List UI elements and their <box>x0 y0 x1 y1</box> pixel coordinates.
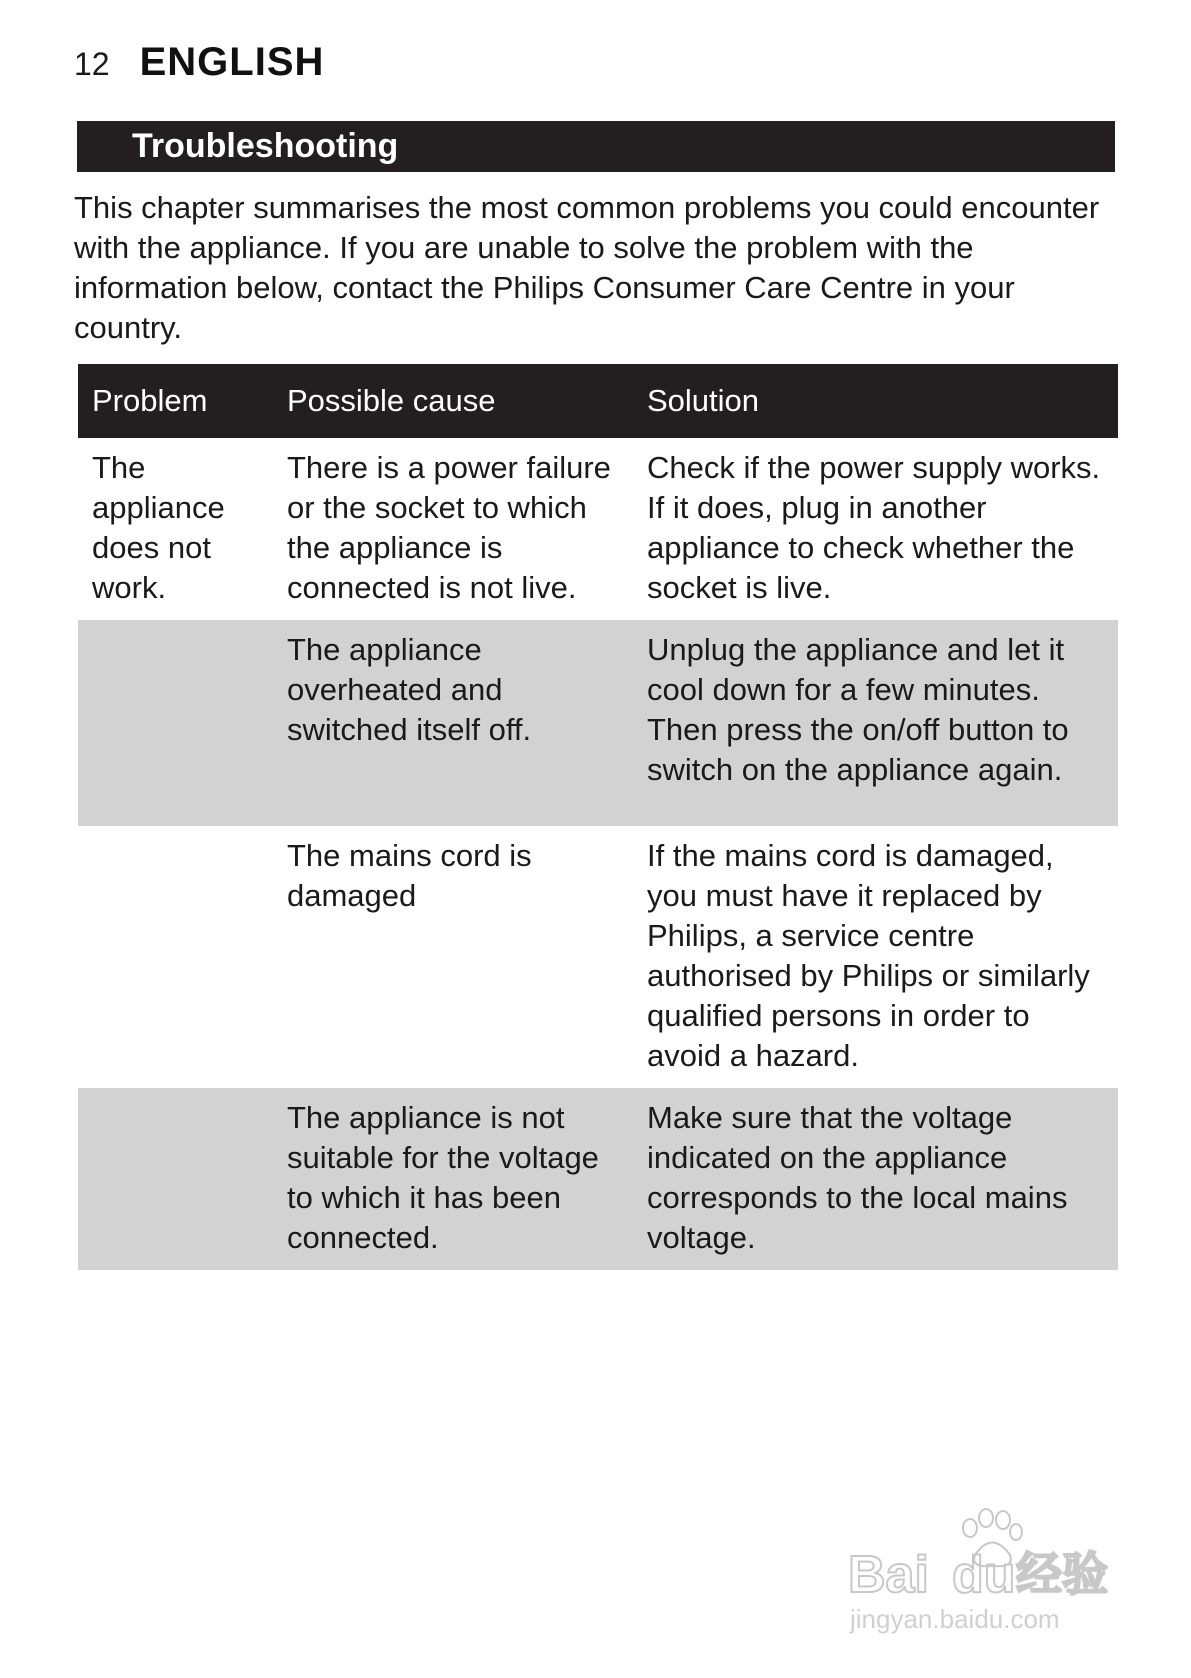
header-solution: Solution <box>633 364 1118 438</box>
page-header <box>74 40 324 85</box>
solution-cell: Make sure that the voltage indicated on the appliance corresponds to the local mains voltage. <box>633 1088 1118 1270</box>
watermark-cn: 经验 <box>1016 1547 1108 1601</box>
cause-cell: The appliance is not suitable for the voltage to which it has been connected. <box>273 1088 633 1270</box>
header-problem: Problem <box>78 364 273 438</box>
solution-cell: If the mains cord is damaged, you must have it replaced by Philips, a service centre authorised by Philips or similarly qualified persons in order to avoid a hazard. <box>647 838 1090 1073</box>
table-header-row <box>78 364 1118 438</box>
language-heading: ENGLISH <box>139 40 325 84</box>
watermark-brand-du: du <box>952 1546 1016 1604</box>
table-row <box>78 620 1118 826</box>
watermark-url: jingyan.baidu.com <box>850 1604 1060 1634</box>
problem-cell <box>78 826 273 1088</box>
solution-cell: Unplug the appliance and let it cool down for a few minutes. Then press the on/off button to switch on the appliance again. <box>633 620 1118 826</box>
table-row <box>78 826 1118 1088</box>
problem-cell: The appliance does not work. <box>92 450 225 605</box>
problem-cell <box>78 620 273 826</box>
baidu-watermark <box>840 1500 1130 1640</box>
page-number: 12 <box>74 46 110 82</box>
troubleshooting-table <box>78 364 1118 1270</box>
solution-cell: Check if the power supply works. If it does, plug in another appliance to check whether the socket is live. <box>647 450 1101 605</box>
table-row <box>78 438 1118 620</box>
intro-paragraph: This chapter summarises the most common problems you could encounter with the appliance. If you are unable to solve the problem with the information below, contact the Philips Consumer Care Centre in your country. <box>74 190 1100 345</box>
cause-cell: There is a power failure or the socket to which the appliance is connected is not live. <box>287 450 611 605</box>
cause-cell: The mains cord is damaged <box>287 838 532 913</box>
table-row <box>78 1088 1118 1270</box>
header-possible-cause: Possible cause <box>273 364 633 438</box>
watermark-brand: Bai <box>848 1546 929 1604</box>
section-title: Troubleshooting <box>77 121 1115 172</box>
problem-cell <box>78 1088 273 1270</box>
cause-cell: The appliance overheated and switched itself off. <box>273 620 633 826</box>
